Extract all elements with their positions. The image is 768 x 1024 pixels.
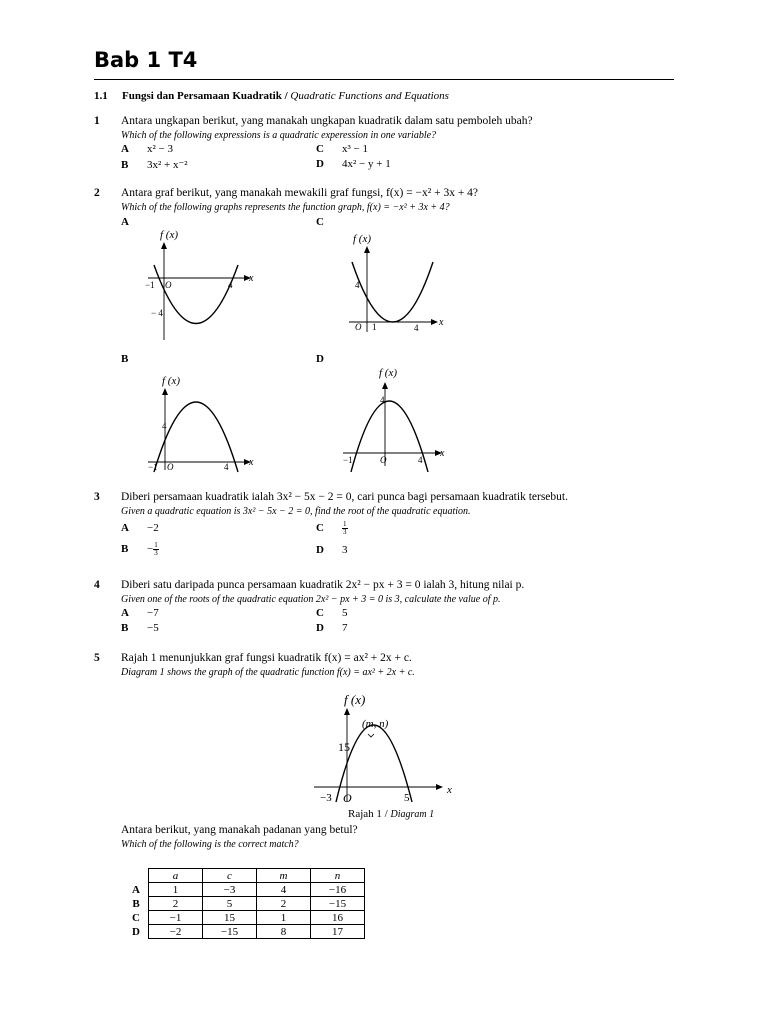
section-number: 1.1 — [94, 90, 108, 102]
question-3-number: 3 — [94, 491, 100, 503]
header-cell: n — [311, 869, 365, 883]
x-axis-label: x — [249, 457, 254, 468]
tick-label-neg4: − 4 — [151, 308, 163, 318]
question-4-text-ms: Diberi satu daripada punca persamaan kuadratik 2x² − px + 3 = 0 ialah 3, hitung nilai p. — [121, 579, 525, 591]
graph-b-label: B — [121, 353, 129, 365]
q1-option-d: D 4x² − y + 1 — [316, 158, 391, 170]
table-cell: 17 — [311, 925, 365, 939]
tick-label-1: 1 — [372, 322, 377, 332]
origin-label: O — [343, 791, 352, 805]
header-cell: c — [203, 869, 257, 883]
row-letter: B — [132, 897, 140, 910]
vertex-marker — [368, 734, 374, 737]
parabola-curve — [351, 401, 428, 472]
x-axis-arrow — [436, 784, 443, 790]
question-1-text-en: Which of the following expressions is a quadratic experession in one variable? — [121, 130, 437, 141]
y-axis-arrow — [344, 708, 350, 715]
tick-label-x4: 4 — [414, 323, 419, 333]
table-row — [124, 925, 365, 939]
header-cell: a — [149, 869, 203, 883]
y-axis-label: f (x) — [162, 375, 181, 387]
question-1-text-ms: Antara ungkapan berikut, yang manakah ungkapan kuadratik dalam satu pemboleh ubah? — [121, 115, 533, 127]
row-letter: A — [132, 883, 140, 896]
question-5-text-ms: Rajah 1 menunjukkan graf fungsi kuadratik f(x) = ax² + 2x + c. — [121, 652, 412, 664]
q4-option-d: D 7 — [316, 622, 348, 634]
table-cell: 2 — [257, 897, 311, 911]
table-cell: −15 — [203, 925, 257, 939]
diagram-1-graph — [310, 690, 460, 810]
tick-label-15: 15 — [338, 740, 350, 754]
table-cell: −3 — [203, 883, 257, 897]
table-cell: −16 — [311, 883, 365, 897]
table-cell: 1 — [257, 911, 311, 925]
table-cell: 2 — [149, 897, 203, 911]
question-4-text-en: Given one of the roots of the quadratic equation 2x² − px + 3 = 0 is 3, calculate the value of p. — [121, 594, 501, 605]
q3-option-a: A −2 — [121, 522, 159, 534]
q1-option-a: A x² − 3 — [121, 143, 174, 155]
graph-b — [140, 370, 275, 480]
graph-d-label: D — [316, 353, 324, 365]
tick-label-neg1: −1 — [145, 280, 155, 290]
table-cell: 4 — [257, 883, 311, 897]
section-title-ms: Fungsi dan Persamaan Kuadratik / — [122, 90, 288, 102]
y-axis-label: f (x) — [353, 233, 372, 245]
graph-d — [335, 362, 465, 480]
table-header-row — [124, 869, 365, 883]
table-cell: −15 — [311, 897, 365, 911]
tick-label-4: 4 — [162, 421, 167, 431]
table-row — [124, 897, 365, 911]
table-row — [124, 911, 365, 925]
question-1-number: 1 — [94, 115, 100, 127]
tick-label-neg3: −3 — [320, 792, 332, 804]
question-5-subtext-ms: Antara berikut, yang manakah padanan yang betul? — [121, 824, 358, 836]
parabola-curve — [154, 265, 238, 324]
y-axis-arrow — [382, 382, 388, 389]
tick-label-5: 5 — [404, 792, 410, 804]
y-axis-label: f (x) — [160, 229, 179, 241]
y-axis-label: f (x) — [379, 367, 398, 379]
x-axis-label: x — [440, 448, 445, 459]
graph-c — [335, 224, 465, 344]
graph-c-label: C — [316, 216, 324, 228]
q3-option-d: D 3 — [316, 544, 348, 556]
origin-label: O — [167, 462, 174, 472]
question-2-number: 2 — [94, 187, 100, 199]
row-letter: D — [132, 925, 140, 938]
origin-label: O — [165, 280, 172, 290]
y-axis-arrow — [161, 242, 167, 249]
section-heading — [122, 90, 449, 102]
q3-option-c: C $\frac{1}{3}$ — [316, 520, 347, 536]
graph-a — [140, 222, 270, 347]
origin-label: O — [355, 322, 362, 332]
caption-en: Diagram 1 — [390, 809, 435, 820]
vertex-label: (m, n) — [362, 718, 389, 730]
question-5-subtext-en: Which of the following is the correct match? — [121, 839, 299, 850]
diagram-1-caption — [348, 808, 434, 820]
y-axis-arrow — [162, 388, 168, 395]
question-5-number: 5 — [94, 652, 100, 664]
table-cell: 8 — [257, 925, 311, 939]
x-axis-label: x — [249, 273, 254, 284]
y-axis-label: f (x) — [344, 692, 366, 707]
x-axis-arrow — [431, 319, 438, 325]
table-cell: 15 — [203, 911, 257, 925]
table-cell: −1 — [149, 911, 203, 925]
tick-label-x4: 4 — [224, 462, 229, 472]
origin-label: O — [380, 455, 387, 465]
row-letter: C — [132, 911, 140, 924]
q1-option-c: C x³ − 1 — [316, 143, 369, 155]
y-axis-arrow — [364, 246, 370, 253]
caption-ms: Rajah 1 / — [348, 808, 388, 820]
question-2-text-en: Which of the following graphs represents the function graph, f(x) = −x² + 3x + 4? — [121, 202, 450, 213]
table-cell: 5 — [203, 897, 257, 911]
x-axis-label: x — [439, 317, 444, 328]
q4-option-c: C 5 — [316, 607, 348, 619]
question-2-text-ms: Antara graf berikut, yang manakah mewakili graf fungsi, f(x) = −x² + 3x + 4? — [121, 187, 479, 199]
header-cell: m — [257, 869, 311, 883]
tick-label-4: 4 — [380, 395, 385, 405]
tick-label-x4: 4 — [418, 455, 423, 465]
graph-a-label: A — [121, 216, 129, 228]
table-cell: 16 — [311, 911, 365, 925]
title-rule — [94, 79, 674, 80]
q4-option-a: A −7 — [121, 607, 159, 619]
answer-table — [124, 868, 365, 939]
table-row — [124, 883, 365, 897]
question-3-text-en: Given a quadratic equation is 3x² − 5x − 2 = 0, find the root of the quadratic equation. — [121, 506, 471, 517]
question-5-text-en: Diagram 1 shows the graph of the quadratic function f(x) = ax² + 2x + c. — [121, 667, 415, 678]
tick-label-neg1: −1 — [343, 455, 353, 465]
tick-label-4: 4 — [355, 280, 360, 290]
tick-label-4: 4 — [228, 280, 233, 290]
tick-label-neg1: −1 — [148, 462, 158, 472]
q4-option-b: B −5 — [121, 622, 159, 634]
section-title-en: Quadratic Functions and Equations — [290, 90, 449, 102]
page-title: Bab 1 T4 — [94, 48, 198, 72]
parabola-curve — [352, 262, 433, 322]
q1-option-b: B 3x² + x⁻² — [121, 159, 188, 171]
table-cell: −2 — [149, 925, 203, 939]
question-4-number: 4 — [94, 579, 100, 591]
table-cell: 1 — [149, 883, 203, 897]
x-axis-label: x — [447, 784, 452, 796]
q3-option-b: B − $\frac{1}{3}$ — [121, 541, 158, 557]
question-3-text-ms: Diberi persamaan kuadratik ialah 3x² − 5x − 2 = 0, cari punca bagi persamaan kuadratik tersebut. — [121, 491, 568, 503]
